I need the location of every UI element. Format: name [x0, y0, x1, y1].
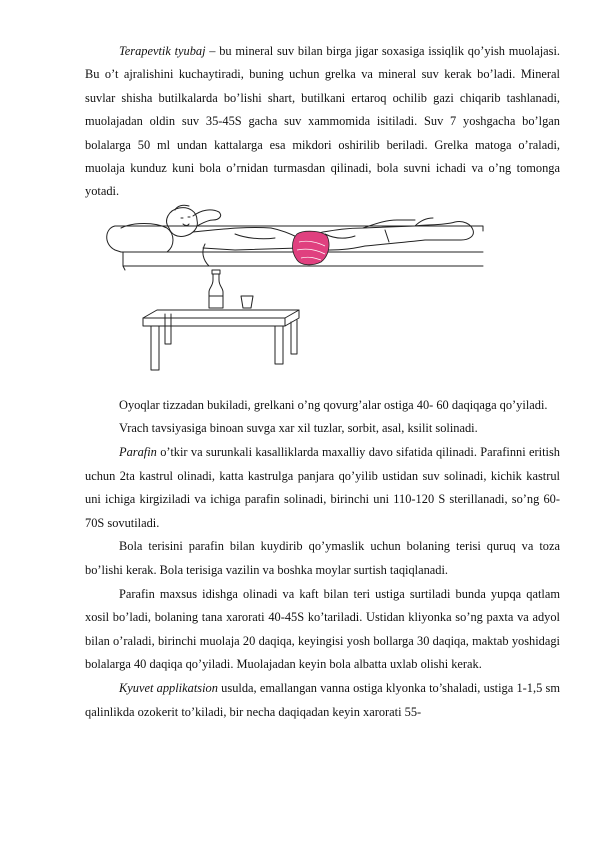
tyubaj-illustration — [85, 204, 560, 394]
table-leg — [275, 326, 283, 364]
term-kyuvet: Kyuvet applikatsion — [119, 680, 218, 695]
mineral-water-bottle — [209, 274, 223, 308]
pillow — [121, 223, 173, 252]
document-page — [85, 40, 560, 724]
term-parafin: Parafin — [119, 445, 157, 460]
paragraph-skin: Bola terisini parafin bilan kuydirib qo’ymaslik uchun bolaning terisi quruq va toza bo’lishi kerak. Bola terisiga vazilin va boshka moylar surtish taqiqlanadi. — [85, 539, 560, 577]
paragraph-tyubaj-text: – bu mineral suv bilan birga jigar soxasiga issiqlik qo’yish muolajasi. Bu o’t ajralishini kuchaytiradi, buning uchun grelka va mineral suv kerak bo’ladi. Mineral suvlar shisha butilkalarda bo’lishi shart, butilkani ertaroq ochilib gazi chiqarib tashlanadi, muolajadan oldin suv 35-45S gacha suv xammomida isitiladi. Suv 7 yoshgacha bo’lgan bolalarga 50 ml undan kattalarga esa mikdori oshirilib beriladi. Grelka matoga o’raladi, muolaja kunduz kuni bola o’rnidan turmasdan qilinadi, bola suvni ichadi va o’ng tomonga yotadi. — [85, 44, 560, 199]
paragraph-parafin-text: o’tkir va surunkali kasalliklarda maxalliy davo sifatida qilinadi. Parafinni eritish uchun 2ta kastrul olinadi, katta kastrulga panjara qo’yilib ustidan suv solinadi, kichik kastrul uni ichiga kirgiziladi va ichiga parafin solinadi, birinchi uni 110-120 S sterillanadi, so’ng 60-70S sovutiladi. — [85, 445, 560, 530]
paragraph-kyuvet-text: usulda, emallangan vanna ostiga klyonka to’shaladi, ustiga 1-1,5 sm qalinlikda ozokerit to’kiladi, bir necha daqiqadan keyin xarorati 55- — [85, 680, 560, 719]
paragraph-tyubaj — [85, 40, 560, 204]
table-leg — [151, 326, 159, 370]
child-lying-with-heating-pad-figure — [85, 204, 560, 394]
paragraph-kyuvet — [85, 677, 560, 724]
pillow-edge — [107, 226, 121, 252]
paragraph-legs: Oyoqlar tizzadan bukiladi, grelkani o’ng qovurg’alar ostiga 40- 60 daqiqaga qo’yiladi. — [119, 397, 548, 412]
heating-pad — [293, 231, 330, 265]
term-tyubaj: Terapevtik tyubaj — [119, 44, 206, 58]
paragraph-additives: Vrach tavsiyasiga binoan suvga xar xil tuzlar, sorbit, asal, ksilit solinadi. — [119, 421, 478, 436]
paragraph-parafin — [85, 441, 560, 535]
table-leg — [291, 320, 297, 354]
paragraph-application: Parafin maxsus idishga olinadi va kaft bilan teri ustiga surtiladi bunda yupqa qatlam xosil bo’ladi, bolaning tana xarorati 40-45S ko’tariladi. Ustidan kliyonka so’ng paxta va adyol bilan o’raladi, birinchi muolaja 20 daqiqa, keyingisi yosh bollarga 30 daqiqa, maktab yoshidagi bolalarga 40 daqiqa qo’yiladi. Muolajadan keyin bola albatta uxlab olishi kerak. — [85, 586, 560, 672]
table-top — [143, 310, 299, 318]
glass — [241, 296, 253, 308]
